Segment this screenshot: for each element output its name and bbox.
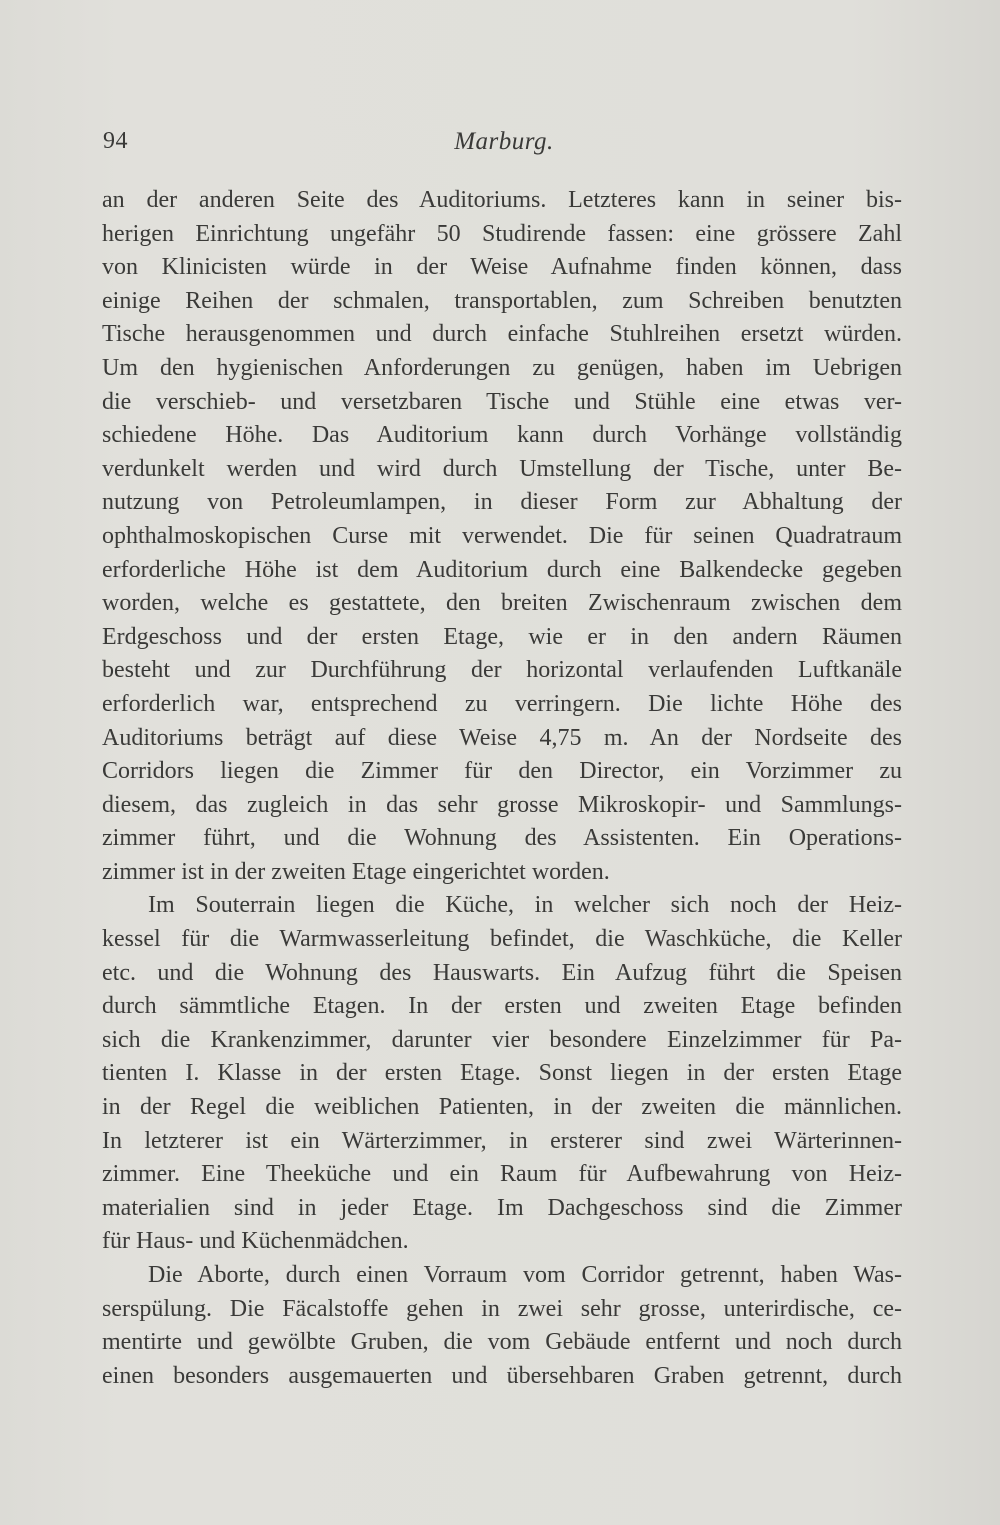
text-line: zimmer ist in der zweiten Etage eingerichtet worden. [102,858,610,885]
text-line: einige Reihen der schmalen, transportablen, zum Schreiben benutzten [102,287,902,314]
text-line: Die Aborte, durch einen Vorraum vom Corridor getrennt, haben Was- [148,1262,902,1288]
page-number: 94 [103,128,128,154]
text-line: Im Souterrain liegen die Küche, in welcher sich noch der Heiz- [148,892,902,919]
text-line: in der Regel die weiblichen Patienten, in der zweiten die männlichen. [102,1094,902,1121]
text-line: verdunkelt werden und wird durch Umstellung der Tische, unter Be- [102,455,902,482]
text-line: worden, welche es gestattete, den breiten Zwischenraum zwischen dem [102,590,902,617]
text-line: ophthalmoskopischen Curse mit verwendet. Die für seinen Quadratraum [102,522,902,549]
running-title: Marburg. [454,128,554,155]
text-line: für Haus- und Küchenmädchen. [102,1228,409,1255]
text-line: Erdgeschoss und der ersten Etage, wie er in den andern Räumen [102,623,902,650]
text-line: mentirte und gewölbte Gruben, die vom Gebäude entfernt und noch durch [102,1329,902,1356]
text-line: zimmer. Eine Theeküche und ein Raum für Aufbewahrung von Heiz- [102,1161,902,1188]
paragraph [102,889,902,1259]
text-line: materialien sind in jeder Etage. Im Dachgeschoss sind die Zimmer [102,1194,902,1221]
running-head [103,128,905,168]
text-line: herigen Einrichtung ungefähr 50 Studirende fassen: eine grössere Zahl [102,220,902,247]
text-line: Auditoriums beträgt auf diese Weise 4,75 m. An der Nordseite des [102,724,902,751]
text-line: erforderlich war, entsprechend zu verringern. Die lichte Höhe des [102,690,902,717]
body-text [102,184,902,1393]
text-line: tienten I. Klasse in der ersten Etage. Sonst liegen in der ersten Etage [102,1060,902,1087]
text-line: nutzung von Petroleumlampen, in dieser Form zur Abhaltung der [102,489,902,516]
text-line: sich die Krankenzimmer, darunter vier besondere Einzelzimmer für Pa- [102,1026,902,1053]
paragraph [102,184,902,889]
paragraph [102,1259,902,1393]
text-line: erforderliche Höhe ist dem Auditorium durch eine Balkendecke gegeben [102,556,902,583]
text-line: etc. und die Wohnung des Hauswarts. Ein Aufzug führt die Speisen [102,959,902,986]
text-line: einen besonders ausgemauerten und übersehbaren Graben getrennt, durch [102,1362,902,1389]
text-line: kessel für die Warmwasserleitung befindet, die Waschküche, die Keller [102,926,902,953]
text-line: Tische herausgenommen und durch einfache Stuhlreihen ersetzt würden. [102,321,902,348]
text-line: besteht und zur Durchführung der horizontal verlaufenden Luftkanäle [102,657,902,684]
text-line: durch sämmtliche Etagen. In der ersten und zweiten Etage befinden [102,993,902,1020]
text-line: Um den hygienischen Anforderungen zu genügen, haben im Uebrigen [102,354,902,381]
text-line: diesem, das zugleich in das sehr grosse Mikroskopir- und Sammlungs- [102,791,902,818]
text-line: an der anderen Seite des Auditoriums. Letzteres kann in seiner bis- [102,187,902,213]
text-line: die verschieb- und versetzbaren Tische und Stühle eine etwas ver- [102,388,902,415]
text-line: serspülung. Die Fäcalstoffe gehen in zwei sehr grosse, unterirdische, ce- [102,1295,902,1322]
text-line: schiedene Höhe. Das Auditorium kann durch Vorhänge vollständig [102,422,902,449]
text-line: In letzterer ist ein Wärterzimmer, in ersterer sind zwei Wärterinnen- [102,1127,902,1154]
text-line: Corridors liegen die Zimmer für den Director, ein Vorzimmer zu [102,758,902,785]
text-line: von Klinicisten würde in der Weise Aufnahme finden können, dass [102,254,902,281]
text-line: zimmer führt, und die Wohnung des Assistenten. Ein Operations- [102,825,902,852]
